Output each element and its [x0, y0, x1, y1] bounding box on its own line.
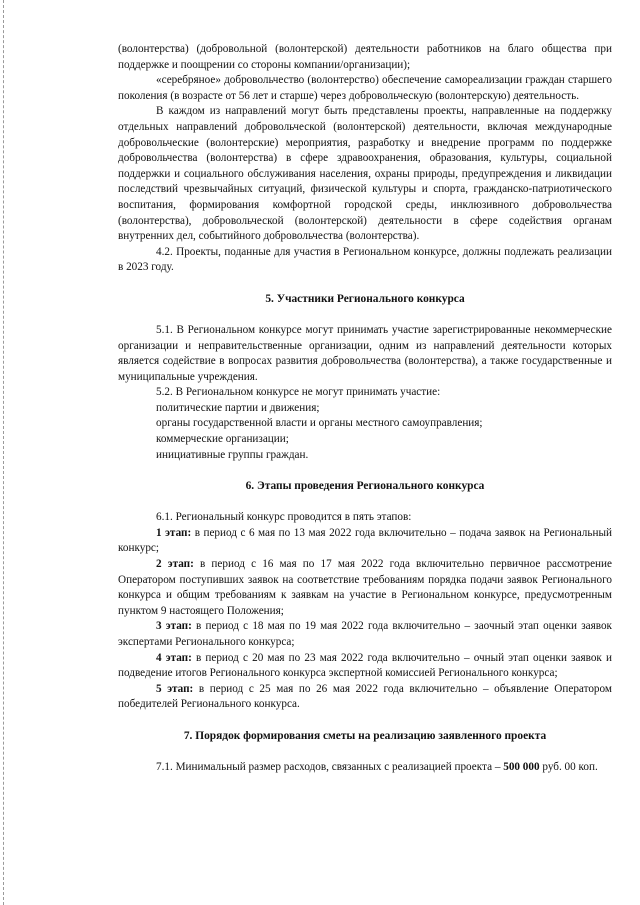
excluded-item: инициативные группы граждан.	[156, 448, 309, 461]
binding-edge	[3, 0, 6, 905]
section-5-heading: 5. Участники Регионального конкурса	[265, 292, 465, 305]
stage-label: 3 этап:	[156, 620, 192, 633]
intro-paragraph-1: (волонтерства) (добровольной (волонтерской) деятельности работников на благо общества при поддержке и поощрении со стороны компании/организации);	[118, 43, 612, 71]
minimum-amount: 500 000	[503, 760, 540, 773]
stage-text: в период с 20 мая по 23 мая 2022 года включительно – очный этап оценки заявок и подведение итогов Регионального конкурса экспертной комиссией Регионального конкурса;	[118, 651, 612, 680]
stage-label: 5 этап:	[156, 682, 194, 695]
stage-5	[118, 682, 612, 713]
stage-text: в период с 25 мая по 26 мая 2022 года включительно – объявление Оператором победителей Регионального конкурса.	[118, 682, 612, 711]
clause-7-1	[118, 760, 612, 776]
document-page	[118, 42, 612, 776]
stage-label: 2 этап:	[156, 558, 194, 571]
clause-7-1-currency: руб. 00 коп.	[539, 760, 598, 773]
clause-6-1: 6.1. Региональный конкурс проводится в пять этапов:	[156, 511, 412, 524]
clause-5-1: 5.1. В Региональном конкурсе могут принимать участие зарегистрированные некоммерческие организации и неправительственные организации, одним из направлений деятельности которых является содействие в вопросах развития добровольчества (волонтерства), а также государственные и муниципальные учреждения.	[118, 323, 612, 383]
stage-label: 4 этап:	[156, 651, 192, 664]
stage-4	[118, 651, 612, 682]
stage-2	[118, 557, 612, 619]
section-7-heading: 7. Порядок формирования сметы на реализацию заявленного проекта	[183, 729, 547, 742]
stage-1	[118, 526, 612, 557]
clause-7-1-text: 7.1. Минимальный размер расходов, связанных с реализацией проекта –	[156, 760, 504, 773]
section-6-heading: 6. Этапы проведения Регионального конкурса	[245, 480, 485, 493]
stage-label: 1 этап:	[156, 526, 192, 539]
clause-4-2: 4.2. Проекты, поданные для участия в Региональном конкурсе, должны подлежать реализации в 2023 году.	[118, 245, 612, 274]
stage-3	[118, 619, 612, 650]
excluded-item: политические партии и движения;	[156, 401, 320, 414]
intro-paragraph-3: В каждом из направлений могут быть представлены проекты, направленные на поддержку отдельных направлений добровольческой (волонтерской) деятельности, включая международные добровольческие (волонтерские) мероприятия, разработку и внедрение программ по поддержке добровольчества (волонтерства) в сфере здравоохранения, образования, культуры, социальной поддержки и социального обслуживания населения, охраны природы, предупреждения и ликвидации последствий чрезвычайных ситуаций, физической культуры и спорта, гражданско-патриотического воспитания, формирования комфортной городской среды, инклюзивного добровольчества (волонтерства), добровольческой (волонтерской) деятельности в сфере содействия органам внутренних дел, событийного добровольчества (волонтерства).	[118, 105, 612, 243]
excluded-item: коммерческие организации;	[156, 433, 289, 446]
intro-paragraph-2: «серебряное» добровольчество (волонтерство) обеспечение самореализации граждан старшего поколения (в возрасте от 56 лет и старше) через добровольческую (волонтерскую) деятельность.	[118, 74, 612, 102]
clause-5-2: 5.2. В Региональном конкурсе не могут принимать участие:	[156, 386, 441, 399]
excluded-item: органы государственной власти и органы местного самоуправления;	[156, 417, 483, 430]
stage-text: в период с 6 мая по 13 мая 2022 года включительно – подача заявок на Региональный конкурс;	[118, 526, 612, 555]
stage-text: в период с 16 мая по 17 мая 2022 года включительно первичное рассмотрение Оператором поступивших заявок на соответствие требованиям порядка подачи заявок Регионального конкурса и общим требованиям к заявкам на участие в Региональном конкурсе, предусмотренным пунктом 9 настоящего Положения;	[118, 558, 612, 617]
stage-text: в период с 18 мая по 19 мая 2022 года включительно – заочный этап оценки заявок экспертами Регионального конкурса;	[118, 620, 612, 648]
